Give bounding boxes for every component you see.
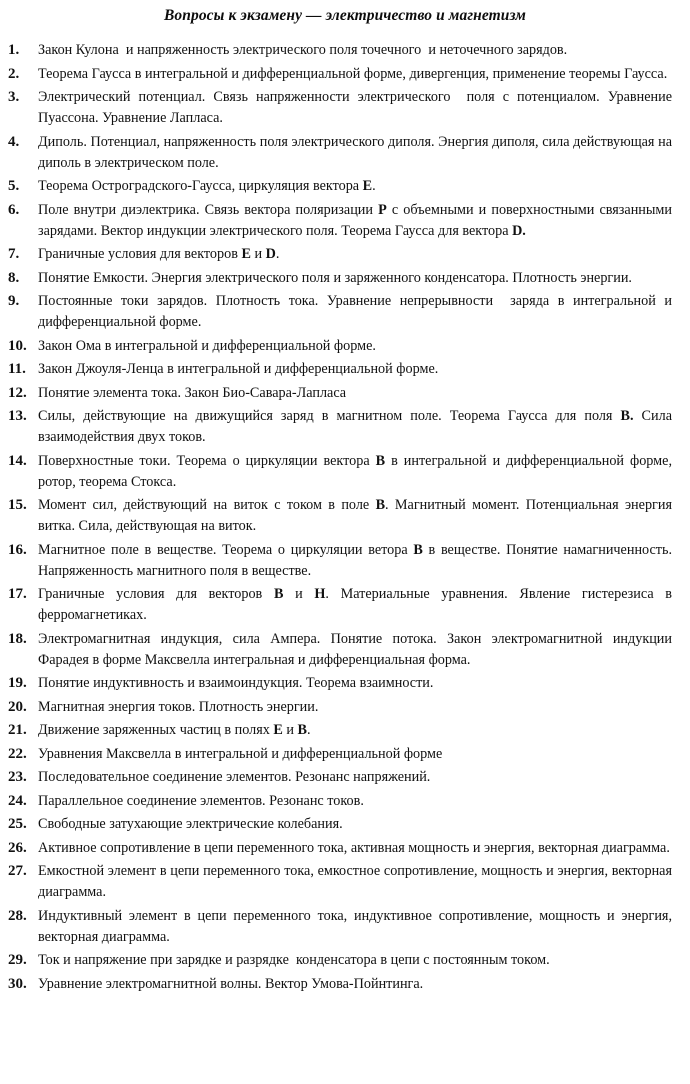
question-item [8,814,672,835]
question-number: 28. [8,907,27,924]
question-text: Постоянные токи зарядов. Плотность тока. Уравнение непрерывности заряда в интегральной и дифференциальной форме. [38,293,676,330]
question-item [8,720,672,741]
question-text: Диполь. Потенциал, напряженность поля электрического диполя. Энергия диполя, сила действующая на диполь в электрическом поле. [38,133,676,171]
question-text: Граничные условия для векторов B и H. Материальные уравнения. Явление гистерезиса в ферромагнетиках. [38,586,676,623]
question-text: Закон Ома в интегральной и дифференциальной форме. [38,337,376,354]
question-number: 20. [8,698,27,715]
question-number: 15. [8,497,27,513]
question-text: Уравнение электромагнитной волны. Вектор Умова-Пойнтинга. [38,975,424,992]
question-number: 4. [8,133,20,150]
question-text: Магнитное поле в веществе. Теорема о циркуляции ветора B в веществе. Понятие намагниченность. Напряженность магнитного поля в веществе. [38,541,676,579]
question-item [8,629,676,671]
question-number: 16. [8,541,27,558]
question-item [8,838,672,859]
question-item [8,584,676,626]
question-number: 14. [8,452,27,469]
question-number: 17. [8,586,27,602]
question-text: Последовательное соединение элементов. Резонанс напряжений. [38,769,431,785]
question-text: Поле внутри диэлектрика. Связь вектора поляризации P с объемными и поверхностными связанными зарядами. Вектор индукции электрического поля. Теорема Гаусса для вектора D. [38,201,676,239]
question-text: Электромагнитная индукция, сила Ампера. Понятие потока. Закон электромагнитной индукции Фарадея в форме Максвелла интегральная и дифференциальная форма. [38,630,676,668]
question-item [8,64,672,85]
question-item [8,791,672,812]
question-number: 24. [8,792,27,809]
question-item [8,495,676,537]
question-item [8,906,676,948]
question-text: Закон Джоуля-Ленца в интегральной и дифференциальной форме. [38,361,439,377]
page-title: Вопросы к экзамену — электричество и магнетизм [163,7,527,24]
question-text: Понятие Емкости. Энергия электрического поля и заряженного конденсатора. Плотность энергии. [38,269,632,286]
question-number: 3. [8,89,20,105]
question-list [8,40,676,995]
question-item [8,974,672,995]
question-item [8,244,672,265]
question-item [8,950,672,971]
question-item [8,406,676,448]
question-text: Момент сил, действующий на виток с током в поле B. Магнитный момент. Потенциальная энергия витка. Сила, действующая на виток. [38,497,676,534]
question-number: 25. [8,816,27,832]
question-number: 26. [8,839,27,856]
question-text: Поверхностные токи. Теорема о циркуляции вектора B в интегральной и дифференциальной форме, ротор, теорема Стокса. [38,452,676,490]
question-number: 12. [8,384,27,401]
question-number: 2. [8,65,20,82]
question-text: Параллельное соединение элементов. Резонанс токов. [38,792,364,809]
question-item [8,673,672,694]
question-item [8,336,672,357]
question-item [8,767,672,788]
question-item [8,87,676,129]
question-text: Емкостной элемент в цепи переменного тока, емкостное сопротивление, мощность и энергия, векторная диаграмма. [38,863,676,900]
question-number: 23. [8,769,27,785]
question-item [8,176,672,197]
question-text: Активное сопротивление в цепи переменного тока, активная мощность и энергия, векторная диаграмма. [38,839,670,856]
question-text: Понятие индуктивность и взаимоиндукция. Теорема взаимности. [38,675,434,691]
question-item [8,540,676,582]
question-text: Ток и напряжение при зарядке и разрядке конденсатора в цепи с постоянным током. [38,952,550,968]
question-number: 21. [8,722,27,738]
question-number: 8. [8,269,20,286]
question-number: 1. [8,42,20,58]
question-number: 30. [8,975,27,992]
question-item [8,697,672,718]
question-text: Силы, действующие на движущийся заряд в магнитном поле. Теорема Гаусса для поля B. Сила взаимодействия двух токов. [38,408,676,445]
question-number: 5. [8,178,20,194]
question-item [8,451,676,493]
question-item [8,291,676,333]
question-text: Граничные условия для векторов E и D. [38,246,280,262]
question-item [8,359,672,380]
question-text: Закон Кулона и напряженность электрического поля точечного и неточечного зарядов. [38,42,568,58]
question-number: 7. [8,246,20,262]
question-item [8,200,676,242]
question-text: Теорема Остроградского-Гаусса, циркуляция вектора E. [38,178,376,194]
question-text: Уравнения Максвелла в интегральной и дифференциальной форме [38,745,443,762]
question-number: 13. [8,408,27,424]
question-text: Магнитная энергия токов. Плотность энергии. [38,698,319,715]
question-text: Понятие элемента тока. Закон Био-Савара-Лапласа [38,384,347,401]
question-text: Теорема Гаусса в интегральной и дифференциальной форме, дивергенция, применение теоремы Гаусса. [38,65,668,82]
question-number: 27. [8,863,27,879]
question-number: 6. [8,201,20,218]
question-item [8,383,672,404]
question-number: 22. [8,745,27,762]
question-item [8,744,672,765]
question-item [8,861,676,903]
question-item [8,268,672,289]
question-number: 19. [8,675,27,691]
question-text: Свободные затухающие электрические колебания. [38,816,343,832]
question-number: 11. [8,361,26,377]
question-number: 9. [8,293,20,309]
question-number: 29. [8,952,27,968]
question-text: Электрический потенциал. Связь напряженности электрического поля с потенциалом. Уравнение Пуассона. Уравнение Лапласа. [38,89,676,126]
question-item [8,132,676,174]
question-number: 10. [8,337,27,354]
question-item [8,40,672,61]
question-text: Движение заряженных частиц в полях E и B. [38,722,311,738]
question-number: 18. [8,630,27,647]
question-text: Индуктивный элемент в цепи переменного тока, индуктивное сопротивление, мощность и энергия, векторная диаграмма. [38,907,676,945]
